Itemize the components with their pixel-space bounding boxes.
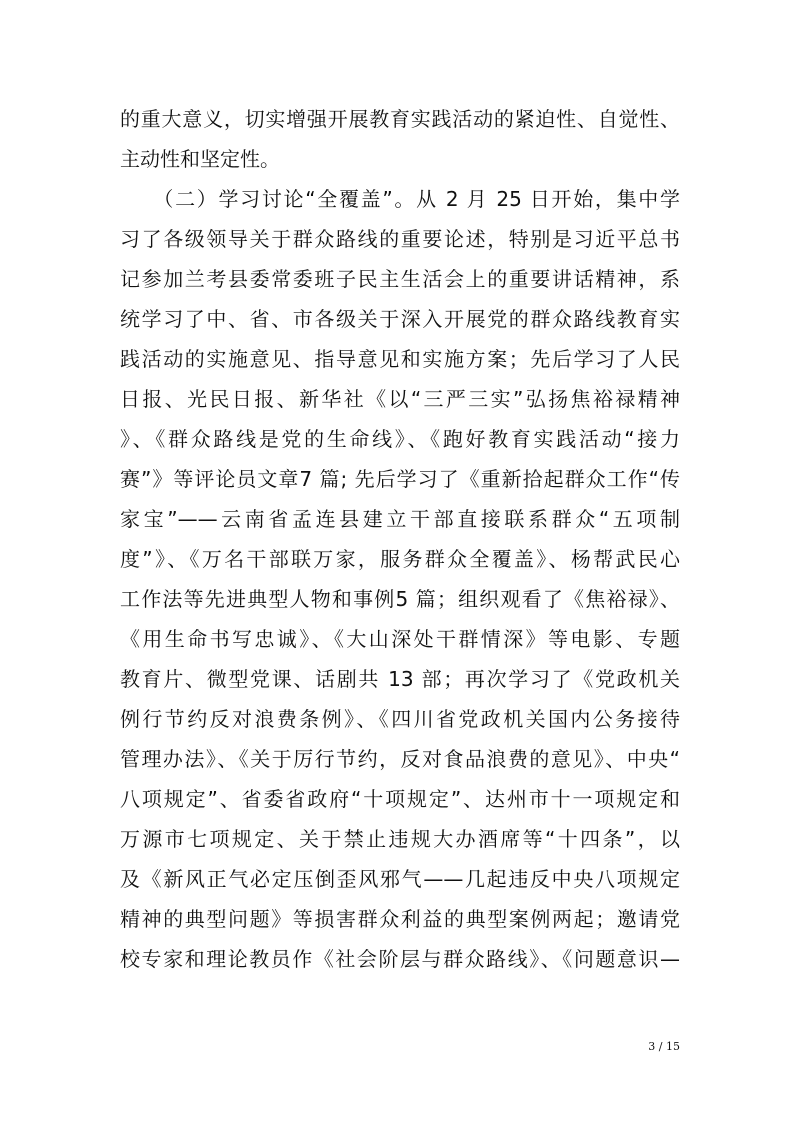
page-number: 3 / 15 <box>648 1040 680 1053</box>
text-line: 日报、光民日报、新华社《以“三严三实”弘扬焦裕禄精神 <box>120 387 680 411</box>
text-line: 记参加兰考县委常委班子民主生活会上的重要讲话精神，系 <box>120 267 680 291</box>
text-line: 工作法等先进典型人物和事例5 篇；组织观看了《焦裕禄》、 <box>120 587 680 611</box>
text-line: 》、《群众路线是党的生命线》、《跑好教育实践活动“接力 <box>120 427 680 451</box>
text-line: 管理办法》、《关于厉行节约，反对食品浪费的意见》、中央“ <box>120 747 680 771</box>
text-line: 例行节约反对浪费条例》、《四川省党政机关国内公务接待 <box>120 707 680 731</box>
text-line: 践活动的实施意见、指导意见和实施方案；先后学习了人民 <box>120 347 680 371</box>
text-line: 八项规定”、省委省政府“十项规定”、达州市十一项规定和 <box>120 787 680 811</box>
text-line: 度”》、《万名干部联万家，服务群众全覆盖》、杨帮武民心 <box>120 547 680 571</box>
text-line: 及《新风正气必定压倒歪风邪气——几起违反中央八项规定 <box>120 867 680 891</box>
text-line: （二）学习讨论“全覆盖”。从 2 月 25 日开始，集中学 <box>120 187 680 211</box>
text-line: 的重大意义，切实增强开展教育实践活动的紧迫性、自觉性、 <box>120 107 680 131</box>
text-line: 精神的典型问题》等损害群众利益的典型案例两起；邀请党 <box>120 907 680 931</box>
text-line: 家宝”——云南省孟连县建立干部直接联系群众“五项制 <box>120 507 680 531</box>
text-line: 主动性和坚定性。 <box>120 147 280 171</box>
text-line: 统学习了中、省、市各级关于深入开展党的群众路线教育实 <box>120 307 680 331</box>
text-line: 习了各级领导关于群众路线的重要论述，特别是习近平总书 <box>120 227 680 251</box>
text-line: 赛”》等评论员文章7 篇; 先后学习了《重新拾起群众工作“传 <box>120 467 680 491</box>
body-text <box>120 99 680 979</box>
text-line: 万源市七项规定、关于禁止违规大办酒席等“十四条”，以 <box>120 827 680 851</box>
text-line: 教育片、微型党课、话剧共 13 部；再次学习了《党政机关 <box>120 667 680 691</box>
text-line: 《用生命书写忠诚》、《大山深处干群情深》等电影、专题 <box>120 627 680 651</box>
text-line: 校专家和理论教员作《社会阶层与群众路线》、《问题意识— <box>120 947 680 971</box>
